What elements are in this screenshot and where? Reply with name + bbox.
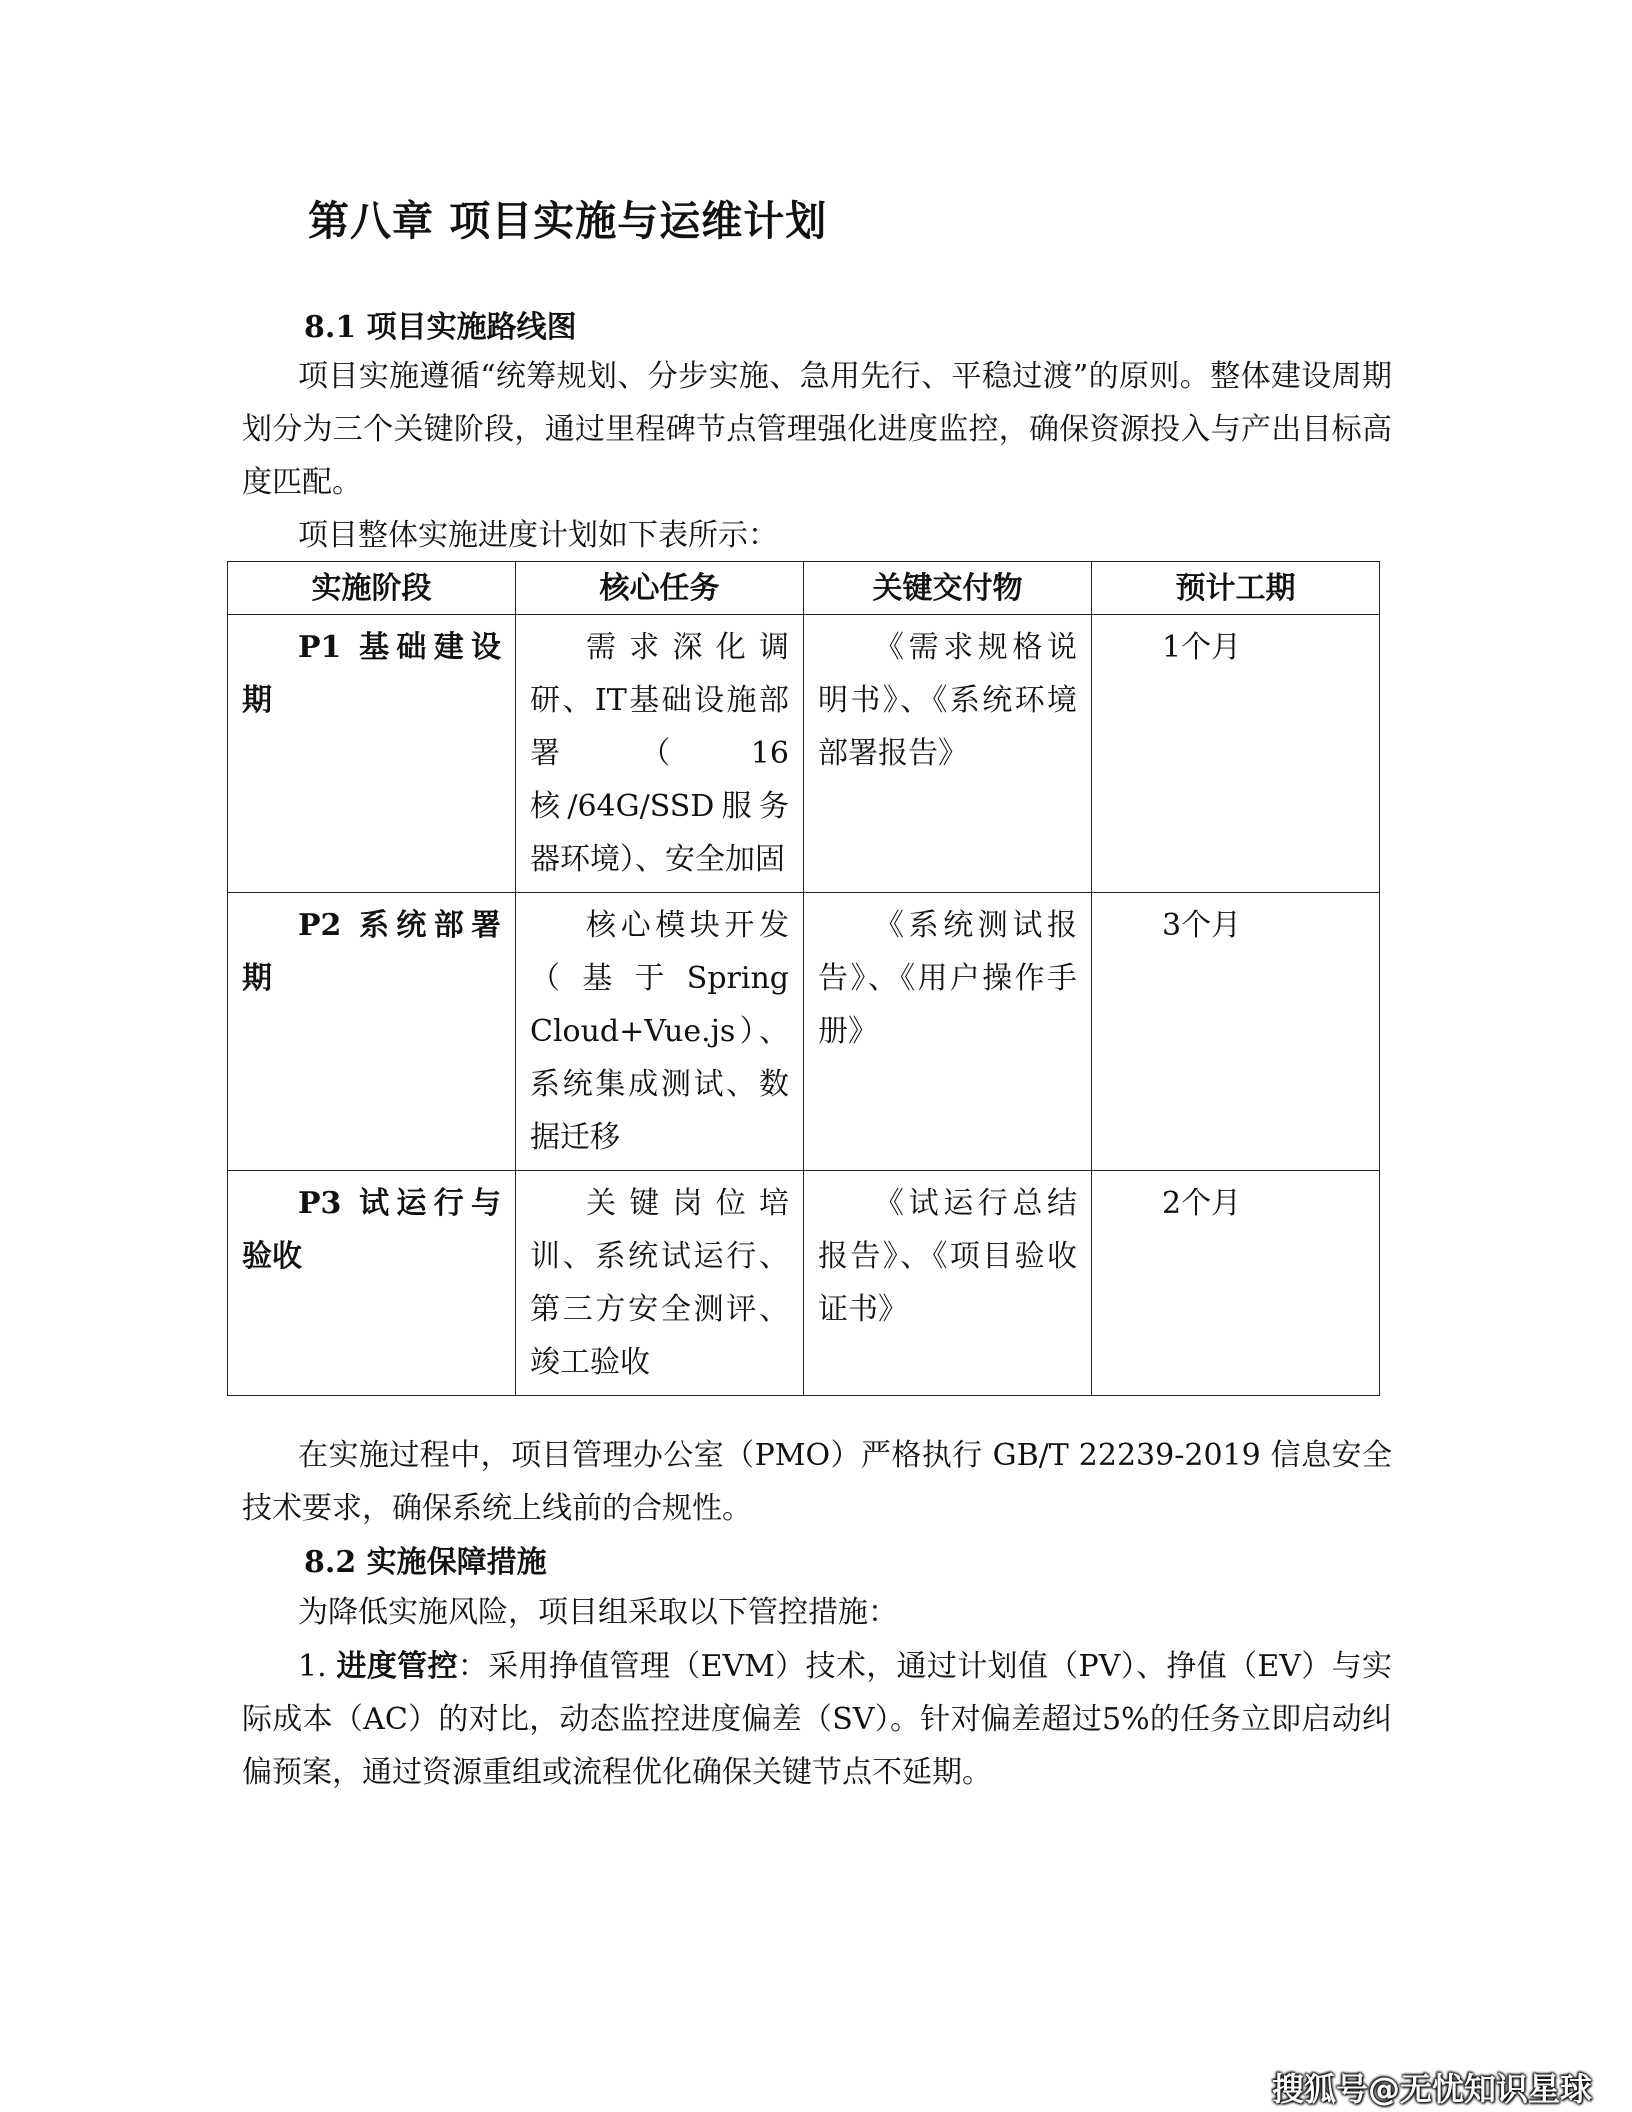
- phase-cell: P1 基础建设期: [228, 615, 516, 893]
- deliverables-cell: 《系统测试报告》、《用户操作手册》: [804, 893, 1092, 1171]
- phase-cell: P3 试运行与验收: [228, 1171, 516, 1396]
- progress-control-measure: [242, 1640, 1392, 1799]
- table-lead-paragraph: 项目整体实施进度计划如下表所示：: [298, 518, 778, 553]
- section-8-1-intro-paragraph: 项目实施遵循“统筹规划、分步实施、急用先行、平稳过渡”的原则。整体建设周期划分为三个关键阶段，通过里程碑节点管理强化进度监控，确保资源投入与产出目标高度匹配。: [242, 359, 1392, 500]
- chapter-title: 第八章 项目实施与运维计划: [308, 197, 828, 245]
- header-deliverables: 关键交付物: [804, 562, 1092, 615]
- section-heading-8-1: 8.1 项目实施路线图: [304, 310, 577, 345]
- deliverables-cell: 《需求规格说明书》、《系统环境部署报告》: [804, 615, 1092, 893]
- measure-separator: ：: [457, 1649, 489, 1684]
- header-task: 核心任务: [516, 562, 804, 615]
- section-8-2-intro-paragraph: 为降低实施风险，项目组采取以下管控措施：: [298, 1595, 898, 1630]
- task-cell: 关键岗位培训、系统试运行、第三方安全测评、竣工验收: [516, 1171, 804, 1396]
- table-row: [228, 1171, 1380, 1396]
- phase-cell: P2 系统部署期: [228, 893, 516, 1171]
- section-heading-8-2: 8.2 实施保障措施: [304, 1545, 547, 1580]
- duration-cell: 3个月: [1092, 893, 1380, 1171]
- compliance-paragraph: 在实施过程中，项目管理办公室（PMO）严格执行 GB/T 22239-2019 信息安全技术要求，确保系统上线前的合规性。: [242, 1438, 1392, 1526]
- deliverables-cell: 《试运行总结报告》、《项目验收证书》: [804, 1171, 1092, 1396]
- task-cell: 核心模块开发（基于Spring Cloud+Vue.js）、系统集成测试、数据迁移: [516, 893, 804, 1171]
- implementation-schedule-table: [227, 561, 1380, 1396]
- measure-body: 采用挣值管理（EVM）技术，通过计划值（PV）、挣值（EV）与实际成本（AC）的对比，动态监控进度偏差（SV）。针对偏差超过5%的任务立即启动纠偏预案，通过资源重组或流程优化确保关键节点不延期。: [242, 1649, 1393, 1790]
- table-header-row: [228, 562, 1380, 615]
- measure-number: 1.: [298, 1649, 327, 1684]
- sohu-watermark: 搜狐号@无忧知识星球: [1272, 2070, 1593, 2108]
- duration-cell: 2个月: [1092, 1171, 1380, 1396]
- table-row: [228, 893, 1380, 1171]
- duration-cell: 1个月: [1092, 615, 1380, 893]
- table-row: [228, 615, 1380, 893]
- measure-title: 进度管控: [336, 1649, 458, 1684]
- header-duration: 预计工期: [1092, 562, 1380, 615]
- header-phase: 实施阶段: [228, 562, 516, 615]
- task-cell: 需求深化调研、IT基础设施部署（16核/64G/SSD服务器环境）、安全加固: [516, 615, 804, 893]
